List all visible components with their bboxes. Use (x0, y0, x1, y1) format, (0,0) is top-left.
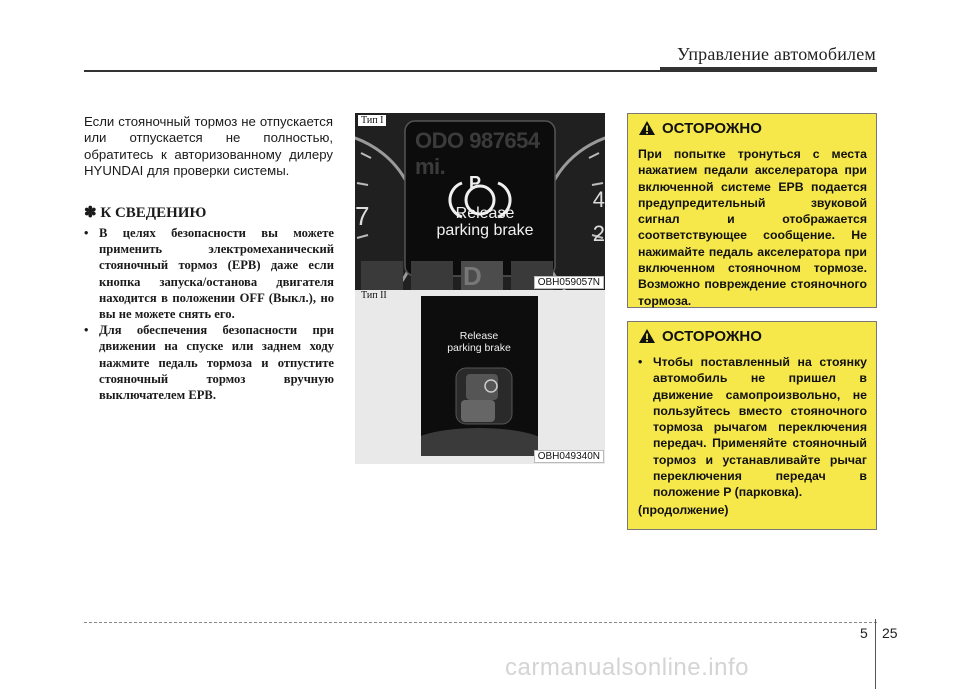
figure-code: OBH059057N (534, 276, 604, 289)
page-separator (875, 619, 876, 689)
info-list (84, 225, 334, 403)
list-item: • Для обеспечения безопасности при движении на спуске или заднем ходу нажмите педаль тормоза и отпустите стояночный тормоз вручную выключателем EPB. (84, 323, 334, 403)
footer-rule (84, 622, 877, 623)
header-rule-accent (660, 67, 877, 72)
epb-switch-image (421, 296, 538, 456)
release-parking-brake-message: Release parking brake (436, 205, 534, 239)
warning-text: При попытке тронуться с места нажатием педали акселератора при включенной системе EPB подается предупредительный звуковой сигнал и отображается соответствующее сообщение. Не нажимайте педаль акселератора при включенном стояночном тормозе. Возможно повреждение стояночного тормоза. (638, 147, 867, 308)
gauge-digit-right-bottom: 2 (592, 221, 605, 246)
warning-box-1 (627, 113, 877, 308)
gear-indicator: D (463, 261, 482, 290)
list-item: • В целях безопасности вы можете применить электромеханический стояночный тормоз (EPB) даже если кнопка запуска/останова двигателя находится в положении OFF (Выкл.), но вы не можете снять его. (84, 226, 334, 322)
figure-code: OBH049340N (534, 450, 604, 463)
watermark: carmanualsonline.info (505, 654, 749, 681)
warning-heading: ОСТОРОЖНО (638, 120, 762, 137)
warning-list (638, 354, 867, 501)
page-number: 25 (882, 625, 898, 641)
gauge-digit-right-top: 4 (592, 187, 605, 212)
list-item: • Чтобы поставленный на стоянку автомобиль не пришел в движение самопроизвольно, не пользуйтесь вместо стояночного тормоза рычагом переключения передач. Применяйте стояночный тормоз и устанавливайте рычаг переключения передач в положение P (парковка). (638, 355, 867, 500)
warning-triangle-icon (638, 120, 656, 136)
odometer-readout: ODO 987654 mi. (415, 128, 540, 179)
warning-heading: ОСТОРОЖНО (638, 328, 762, 345)
gauge-digit-left: 7 (355, 201, 370, 231)
warning-triangle-icon (638, 328, 656, 344)
warning-text (638, 354, 867, 518)
bullet-icon: • (638, 355, 643, 369)
intro-paragraph: Если стояночный тормоз не отпускается или отпускается не полностью, обратитесь к авторизованному дилеру HYUNDAI для проверки системы. (84, 114, 333, 179)
info-title: ✽ К СВЕДЕНИЮ (84, 205, 207, 221)
warning-box-2 (627, 321, 877, 530)
figure-type-2 (355, 290, 605, 464)
continued-note: (продолжение) (638, 502, 729, 517)
figure-label: Тип II (358, 290, 390, 301)
chapter-number: 5 (860, 625, 868, 641)
bullet-icon: • (84, 323, 89, 338)
figure-type-1 (355, 113, 605, 290)
epb-switch-photo (421, 296, 538, 456)
figure-label: Тип I (358, 115, 386, 126)
bullet-icon: • (84, 226, 89, 240)
header-title: Управление автомобилем (676, 44, 876, 64)
parking-brake-icon: P (469, 173, 482, 193)
release-parking-brake-message: Release parking brake (447, 330, 511, 354)
